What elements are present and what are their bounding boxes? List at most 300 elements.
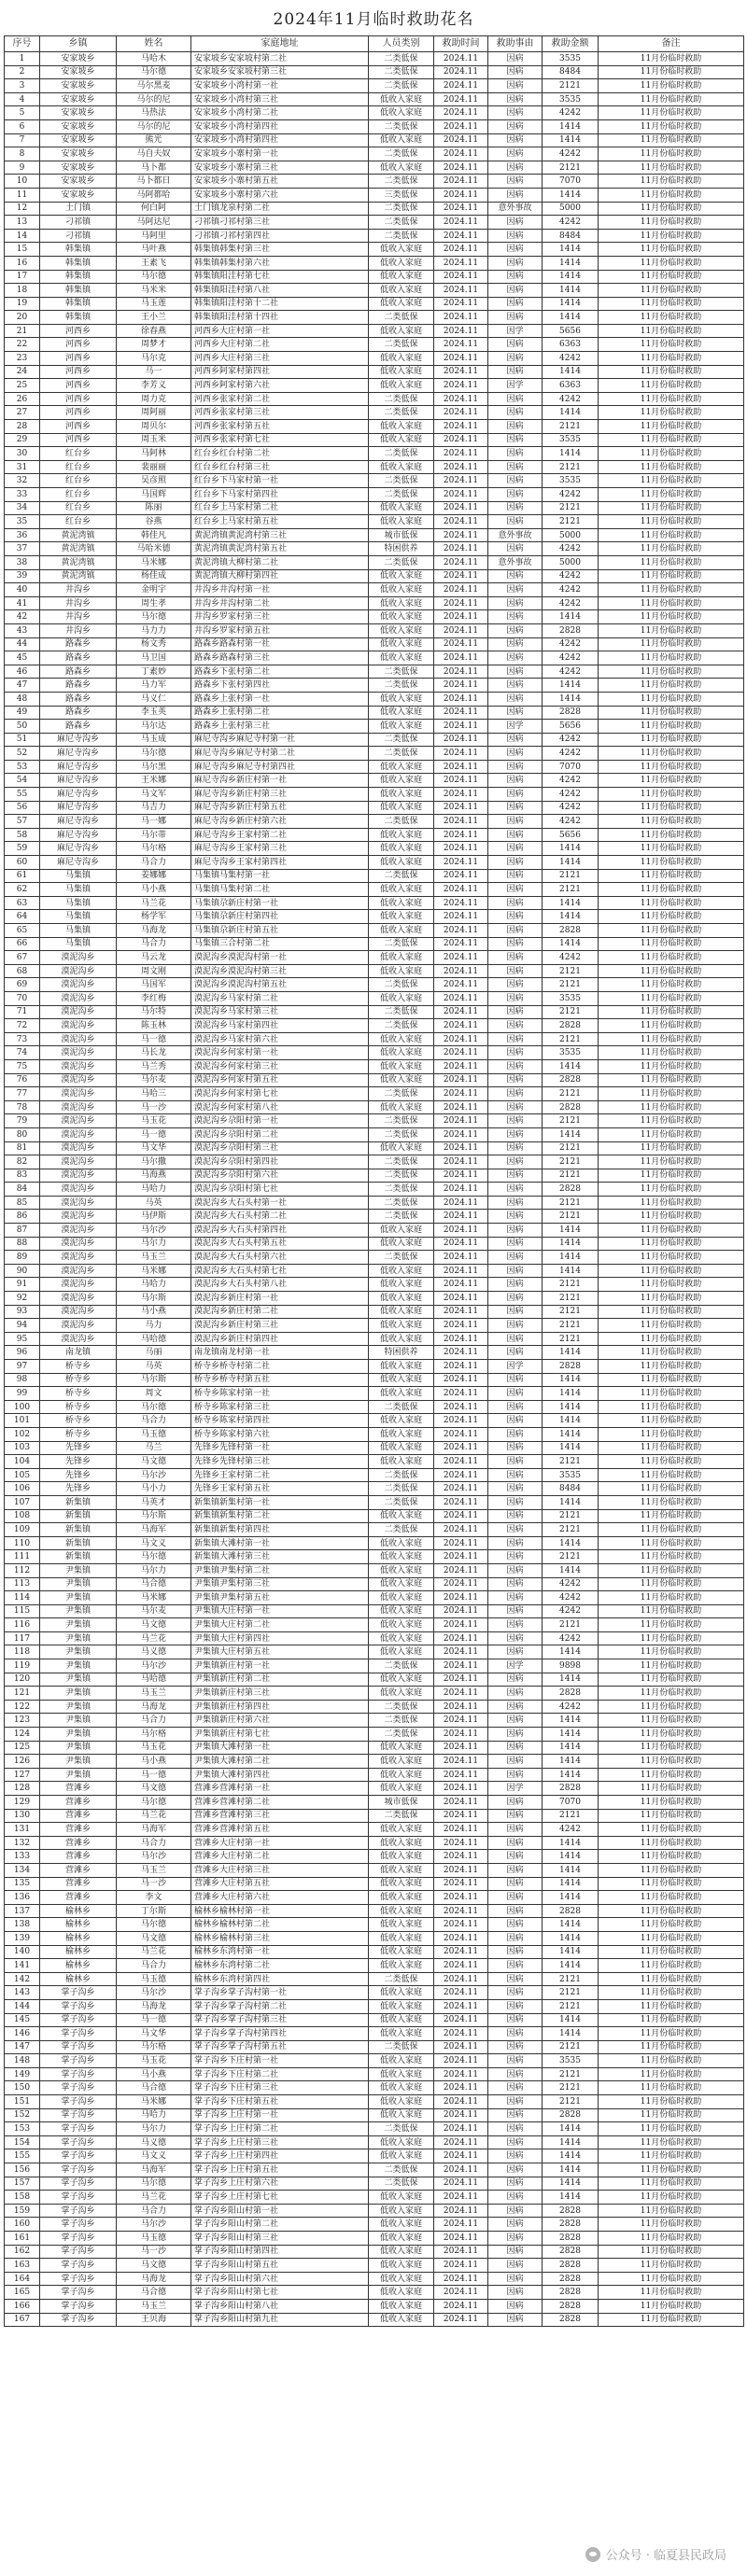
table-row [5, 515, 744, 529]
cell-remark: 11月份临时救助 [599, 1455, 744, 1469]
cell-remark: 11月份临时救助 [599, 1850, 744, 1864]
cell-name: 马哈德 [117, 1673, 191, 1687]
cell-category: 二类低保 [369, 679, 434, 693]
cell-index: 158 [5, 2191, 40, 2205]
table-row [5, 2081, 744, 2095]
cell-category: 低收入家庭 [369, 133, 434, 147]
table-row [5, 1877, 744, 1891]
cell-index: 147 [5, 2040, 40, 2054]
cell-amount: 2121 [543, 2067, 599, 2081]
cell-index: 125 [5, 1741, 40, 1755]
cell-reason: 因病 [488, 733, 543, 747]
cell-township: 掌子沟乡 [40, 2163, 117, 2177]
cell-amount: 2121 [543, 1114, 599, 1128]
cell-township: 麻尼寺沟乡 [40, 760, 117, 774]
cell-category: 低收入家庭 [369, 1836, 434, 1850]
cell-address: 先锋乡先锋村第三社 [191, 1455, 369, 1469]
cell-township: 掌子沟乡 [40, 2135, 117, 2149]
cell-amount: 2121 [543, 2081, 599, 2095]
cell-remark: 11月份临时救助 [599, 2013, 744, 2027]
cell-index: 107 [5, 1495, 40, 1509]
cell-index: 117 [5, 1631, 40, 1645]
cell-date: 2024.11 [434, 447, 488, 461]
cell-township: 漠泥沟乡 [40, 1169, 117, 1183]
cell-index: 71 [5, 1005, 40, 1019]
cell-address: 尹集镇大庄村第五社 [191, 1645, 369, 1659]
cell-amount: 1414 [543, 2013, 599, 2027]
table-row [5, 1959, 744, 1973]
cell-amount: 2121 [543, 978, 599, 992]
cell-remark: 11月份临时救助 [599, 324, 744, 338]
cell-date: 2024.11 [434, 406, 488, 420]
cell-category: 低收入家庭 [369, 460, 434, 474]
cell-category: 低收入家庭 [369, 1673, 434, 1687]
cell-reason: 因病 [488, 1728, 543, 1742]
table-row [5, 1032, 744, 1046]
cell-name: 马哈德 [117, 1332, 191, 1346]
cell-amount: 4242 [543, 596, 599, 610]
cell-address: 红台乡下马家村第一社 [191, 474, 369, 488]
cell-name: 马阿里 [117, 229, 191, 243]
header-cell: 姓名 [117, 36, 191, 52]
cell-index: 9 [5, 161, 40, 175]
table-row [5, 1563, 744, 1577]
cell-date: 2024.11 [434, 106, 488, 120]
table-row [5, 1891, 744, 1905]
cell-amount: 1414 [543, 1877, 599, 1891]
cell-category: 二类低保 [369, 1523, 434, 1537]
cell-date: 2024.11 [434, 515, 488, 529]
cell-index: 154 [5, 2135, 40, 2149]
cell-name: 马尔沙 [117, 1986, 191, 2000]
cell-remark: 11月份临时救助 [599, 1877, 744, 1891]
cell-name: 马海龙 [117, 2272, 191, 2286]
cell-remark: 11月份临时救助 [599, 1251, 744, 1265]
cell-amount: 4242 [543, 801, 599, 815]
cell-amount: 1414 [543, 2135, 599, 2149]
cell-category: 低收入家庭 [369, 2286, 434, 2300]
table-row [5, 2232, 744, 2246]
cell-index: 100 [5, 1400, 40, 1414]
table-row [5, 1687, 744, 1701]
table-row [5, 1931, 744, 1945]
cell-address: 掌子沟乡下庄村第三社 [191, 2081, 369, 2095]
cell-reason: 因病 [488, 1046, 543, 1060]
cell-name: 马哈米德 [117, 542, 191, 556]
cell-category: 低收入家庭 [369, 365, 434, 379]
cell-category: 低收入家庭 [369, 1387, 434, 1401]
cell-date: 2024.11 [434, 991, 488, 1005]
cell-date: 2024.11 [434, 2013, 488, 2027]
cell-township: 红台乡 [40, 488, 117, 502]
cell-name: 周文 [117, 1387, 191, 1401]
cell-reason: 因病 [488, 1972, 543, 1986]
cell-township: 土门镇 [40, 202, 117, 216]
cell-name: 马义仁 [117, 692, 191, 706]
cell-address: 河西乡阿家村第六社 [191, 379, 369, 393]
cell-address: 新集镇大滩村第三社 [191, 1550, 369, 1564]
cell-amount: 1414 [543, 1728, 599, 1742]
cell-index: 163 [5, 2259, 40, 2273]
cell-remark: 11月份临时救助 [599, 2095, 744, 2109]
table-row [5, 1577, 744, 1591]
cell-index: 155 [5, 2149, 40, 2163]
cell-date: 2024.11 [434, 978, 488, 992]
cell-reason: 因病 [488, 665, 543, 679]
cell-category: 二类低保 [369, 1400, 434, 1414]
table-row [5, 1251, 744, 1265]
cell-date: 2024.11 [434, 2040, 488, 2054]
cell-amount: 2121 [543, 1210, 599, 1224]
cell-date: 2024.11 [434, 379, 488, 393]
cell-index: 151 [5, 2095, 40, 2109]
cell-amount: 1414 [543, 243, 599, 257]
cell-amount: 2121 [543, 79, 599, 93]
cell-township: 漠泥沟乡 [40, 1073, 117, 1087]
cell-address: 马集镇三合村第二社 [191, 937, 369, 951]
cell-index: 50 [5, 720, 40, 734]
cell-reason: 因病 [488, 188, 543, 202]
cell-name: 马文德 [117, 2259, 191, 2273]
cell-reason: 因病 [488, 937, 543, 951]
cell-category: 低收入家庭 [369, 2191, 434, 2205]
cell-index: 4 [5, 92, 40, 106]
cell-category: 低收入家庭 [369, 856, 434, 870]
cell-date: 2024.11 [434, 828, 488, 842]
cell-township: 漠泥沟乡 [40, 1005, 117, 1019]
cell-amount: 1414 [543, 297, 599, 311]
cell-category: 低收入家庭 [369, 1332, 434, 1346]
cell-remark: 11月份临时救助 [599, 229, 744, 243]
cell-address: 掌子沟乡上庄村第六社 [191, 2177, 369, 2191]
cell-address: 马集镇马集村第一社 [191, 869, 369, 883]
cell-index: 113 [5, 1577, 40, 1591]
cell-address: 榆林乡榆林村第一社 [191, 1904, 369, 1918]
cell-category: 低收入家庭 [369, 1863, 434, 1877]
cell-remark: 11月份临时救助 [599, 692, 744, 706]
table-row [5, 951, 744, 965]
cell-category: 低收入家庭 [369, 2313, 434, 2327]
table-row [5, 1319, 744, 1333]
table-row [5, 147, 744, 161]
cell-address: 井沟乡罗家村第五社 [191, 623, 369, 637]
watermark [585, 2545, 726, 2563]
cell-date: 2024.11 [434, 665, 488, 679]
cell-amount: 9898 [543, 1659, 599, 1673]
cell-name: 马哈力 [117, 2108, 191, 2122]
cell-address: 漠泥沟乡漠泥沟村第一社 [191, 951, 369, 965]
cell-index: 42 [5, 610, 40, 624]
cell-date: 2024.11 [434, 52, 488, 66]
cell-address: 掌子沟乡阳山村第五社 [191, 2259, 369, 2273]
cell-date: 2024.11 [434, 1264, 488, 1278]
cell-reason: 因病 [488, 147, 543, 161]
cell-name: 马尔力 [117, 1237, 191, 1251]
cell-category: 低收入家庭 [369, 706, 434, 720]
cell-category: 低收入家庭 [369, 270, 434, 284]
cell-name: 马热法 [117, 106, 191, 120]
cell-amount: 1414 [543, 1237, 599, 1251]
cell-amount: 2121 [543, 460, 599, 474]
cell-reason: 因病 [488, 1850, 543, 1864]
cell-name: 杨学军 [117, 910, 191, 924]
cell-remark: 11月份临时救助 [599, 1659, 744, 1673]
cell-name: 马合力 [117, 1836, 191, 1850]
cell-index: 7 [5, 133, 40, 147]
cell-address: 掌子沟乡掌子沟村第一社 [191, 1986, 369, 2000]
table-row [5, 338, 744, 352]
cell-address: 路森乡下张村第二社 [191, 665, 369, 679]
cell-remark: 11月份临时救助 [599, 555, 744, 569]
cell-name: 马云龙 [117, 951, 191, 965]
cell-township: 马集镇 [40, 937, 117, 951]
cell-amount: 5656 [543, 828, 599, 842]
cell-name: 马义德 [117, 2135, 191, 2149]
cell-name: 马尔德 [117, 747, 191, 761]
cell-remark: 11月份临时救助 [599, 1904, 744, 1918]
cell-township: 掌子沟乡 [40, 2177, 117, 2191]
cell-date: 2024.11 [434, 623, 488, 637]
table-row [5, 1509, 744, 1523]
table-row [5, 474, 744, 488]
table-row [5, 883, 744, 897]
cell-name: 马合德 [117, 2286, 191, 2300]
cell-remark: 11月份临时救助 [599, 596, 744, 610]
cell-remark: 11月份临时救助 [599, 501, 744, 515]
cell-name: 马尔的尼 [117, 92, 191, 106]
cell-category: 二类低保 [369, 65, 434, 79]
cell-township: 安家坡乡 [40, 147, 117, 161]
cell-category: 二类低保 [369, 1127, 434, 1141]
cell-date: 2024.11 [434, 1591, 488, 1605]
cell-amount: 4242 [543, 106, 599, 120]
cell-name: 马一 [117, 365, 191, 379]
cell-remark: 11月份临时救助 [599, 2313, 744, 2327]
cell-township: 漠泥沟乡 [40, 1100, 117, 1114]
cell-date: 2024.11 [434, 352, 488, 366]
cell-reason: 因病 [488, 2177, 543, 2191]
cell-date: 2024.11 [434, 133, 488, 147]
cell-amount: 1414 [543, 2027, 599, 2041]
cell-reason: 因学 [488, 720, 543, 734]
cell-category: 低收入家庭 [369, 991, 434, 1005]
cell-township: 尹集镇 [40, 1741, 117, 1755]
cell-amount: 4242 [543, 788, 599, 802]
table-row [5, 692, 744, 706]
cell-township: 桥寺乡 [40, 1387, 117, 1401]
cell-date: 2024.11 [434, 1155, 488, 1169]
cell-reason: 因病 [488, 243, 543, 257]
table-row [5, 2054, 744, 2068]
cell-township: 新集镇 [40, 1550, 117, 1564]
cell-date: 2024.11 [434, 1986, 488, 2000]
cell-name: 马尔麦 [117, 1073, 191, 1087]
table-row [5, 1495, 744, 1509]
cell-name: 马阿都哈 [117, 188, 191, 202]
cell-name: 李芳义 [117, 379, 191, 393]
cell-township: 红台乡 [40, 447, 117, 461]
cell-reason: 因病 [488, 910, 543, 924]
cell-date: 2024.11 [434, 2204, 488, 2218]
cell-remark: 11月份临时救助 [599, 760, 744, 774]
table-row [5, 978, 744, 992]
cell-category: 低收入家庭 [369, 842, 434, 856]
cell-reason: 因病 [488, 79, 543, 93]
cell-category: 低收入家庭 [369, 2013, 434, 2027]
cell-township: 麻尼寺沟乡 [40, 801, 117, 815]
cell-category: 低收入家庭 [369, 924, 434, 938]
cell-name: 马玉兰 [117, 1251, 191, 1265]
cell-remark: 11月份临时救助 [599, 1441, 744, 1455]
cell-category: 低收入家庭 [369, 2218, 434, 2232]
table-row [5, 1400, 744, 1414]
cell-address: 掌子沟乡掌子沟村第二社 [191, 1999, 369, 2013]
page-title: 2024年11月临时救助花名 [273, 10, 474, 29]
table-row [5, 2245, 744, 2259]
cell-remark: 11月份临时救助 [599, 1972, 744, 1986]
cell-name: 马兰花 [117, 1809, 191, 1823]
cell-amount: 1414 [543, 1387, 599, 1401]
cell-reason: 因病 [488, 133, 543, 147]
cell-reason: 因病 [488, 788, 543, 802]
cell-category: 低收入家庭 [369, 92, 434, 106]
cell-category: 低收入家庭 [369, 1782, 434, 1796]
cell-address: 漠泥沟乡漠泥沟村第五社 [191, 978, 369, 992]
cell-reason: 因病 [488, 1264, 543, 1278]
cell-index: 128 [5, 1782, 40, 1796]
table-row [5, 1700, 744, 1714]
table-row [5, 311, 744, 325]
cell-reason: 因病 [488, 2054, 543, 2068]
cell-name: 马长龙 [117, 1046, 191, 1060]
cell-index: 18 [5, 284, 40, 298]
cell-reason: 因病 [488, 2218, 543, 2232]
cell-name: 马合力 [117, 1959, 191, 1973]
table-row [5, 596, 744, 610]
cell-index: 75 [5, 1059, 40, 1073]
cell-township: 马集镇 [40, 896, 117, 910]
cell-amount: 1414 [543, 188, 599, 202]
cell-township: 尹集镇 [40, 1645, 117, 1659]
cell-amount: 1414 [543, 1536, 599, 1550]
cell-category: 低收入家庭 [369, 379, 434, 393]
cell-reason: 因病 [488, 2299, 543, 2313]
table-row [5, 1618, 744, 1632]
table-row [5, 243, 744, 257]
cell-township: 新集镇 [40, 1509, 117, 1523]
cell-amount: 4242 [543, 583, 599, 597]
cell-date: 2024.11 [434, 528, 488, 542]
cell-date: 2024.11 [434, 1659, 488, 1673]
cell-index: 106 [5, 1482, 40, 1496]
cell-name: 徐春燕 [117, 324, 191, 338]
cell-date: 2024.11 [434, 2191, 488, 2205]
table-row [5, 1387, 744, 1401]
cell-date: 2024.11 [434, 706, 488, 720]
cell-township: 尹集镇 [40, 1714, 117, 1728]
cell-category: 二类低保 [369, 1210, 434, 1224]
cell-township: 尹集镇 [40, 1618, 117, 1632]
cell-amount: 8484 [543, 229, 599, 243]
cell-name: 马小燕 [117, 1305, 191, 1319]
cell-address: 韩集镇阳洼村第十二社 [191, 297, 369, 311]
cell-name: 马一德 [117, 1768, 191, 1782]
cell-remark: 11月份临时救助 [599, 1673, 744, 1687]
table-row [5, 1237, 744, 1251]
cell-address: 掌子沟乡上庄村第一社 [191, 2108, 369, 2122]
cell-township: 先锋乡 [40, 1441, 117, 1455]
cell-township: 掌子沟乡 [40, 2095, 117, 2109]
cell-category: 低收入家庭 [369, 1373, 434, 1387]
cell-index: 89 [5, 1251, 40, 1265]
cell-amount: 1414 [543, 842, 599, 856]
cell-remark: 11月份临时救助 [599, 52, 744, 66]
cell-index: 87 [5, 1224, 40, 1238]
cell-remark: 11月份临时救助 [599, 2245, 744, 2259]
cell-reason: 因病 [488, 883, 543, 897]
cell-township: 漠泥沟乡 [40, 1332, 117, 1346]
cell-address: 井沟乡井沟村第二社 [191, 596, 369, 610]
cell-address: 新集镇大滩村第一社 [191, 1536, 369, 1550]
cell-amount: 1414 [543, 1059, 599, 1073]
cell-township: 红台乡 [40, 515, 117, 529]
cell-remark: 11月份临时救助 [599, 2177, 744, 2191]
cell-township: 安家坡乡 [40, 65, 117, 79]
cell-index: 5 [5, 106, 40, 120]
cell-category: 低收入家庭 [369, 828, 434, 842]
header-cell: 备注 [599, 36, 744, 52]
cell-name: 马自夫奴 [117, 147, 191, 161]
cell-amount: 2828 [543, 1019, 599, 1033]
cell-amount: 8484 [543, 1482, 599, 1496]
cell-address: 漠泥沟乡尕阳村第二社 [191, 1127, 369, 1141]
cell-address: 尹集镇大庄村第四社 [191, 1631, 369, 1645]
table-row [5, 1604, 744, 1618]
cell-township: 红台乡 [40, 460, 117, 474]
cell-amount: 1414 [543, 1400, 599, 1414]
cell-address: 漠泥沟乡新庄村第四社 [191, 1332, 369, 1346]
cell-index: 97 [5, 1360, 40, 1374]
cell-reason: 因病 [488, 1127, 543, 1141]
cell-amount: 1414 [543, 284, 599, 298]
cell-remark: 11月份临时救助 [599, 2299, 744, 2313]
cell-township: 掌子沟乡 [40, 2067, 117, 2081]
cell-township: 榆林乡 [40, 1972, 117, 1986]
cell-category: 低收入家庭 [369, 2067, 434, 2081]
cell-address: 营滩乡大庄村第五社 [191, 1877, 369, 1891]
cell-date: 2024.11 [434, 2081, 488, 2095]
cell-reason: 因病 [488, 1945, 543, 1959]
cell-category: 低收入家庭 [369, 964, 434, 978]
cell-reason: 因病 [488, 2135, 543, 2149]
cell-remark: 11月份临时救助 [599, 1237, 744, 1251]
cell-name: 马哈力 [117, 1278, 191, 1292]
table-row [5, 1005, 744, 1019]
cell-address: 掌子沟乡阳山村第九社 [191, 2313, 369, 2327]
cell-township: 榆林乡 [40, 1945, 117, 1959]
cell-index: 152 [5, 2108, 40, 2122]
cell-address: 掌子沟乡阳山村第八社 [191, 2299, 369, 2313]
cell-reason: 因病 [488, 433, 543, 447]
cell-reason: 因病 [488, 420, 543, 434]
table-row [5, 2027, 744, 2041]
cell-amount: 1414 [543, 1427, 599, 1441]
cell-amount: 2121 [543, 515, 599, 529]
cell-date: 2024.11 [434, 1278, 488, 1292]
cell-reason: 因病 [488, 474, 543, 488]
cell-amount: 1414 [543, 406, 599, 420]
cell-category: 低收入家庭 [369, 1224, 434, 1238]
